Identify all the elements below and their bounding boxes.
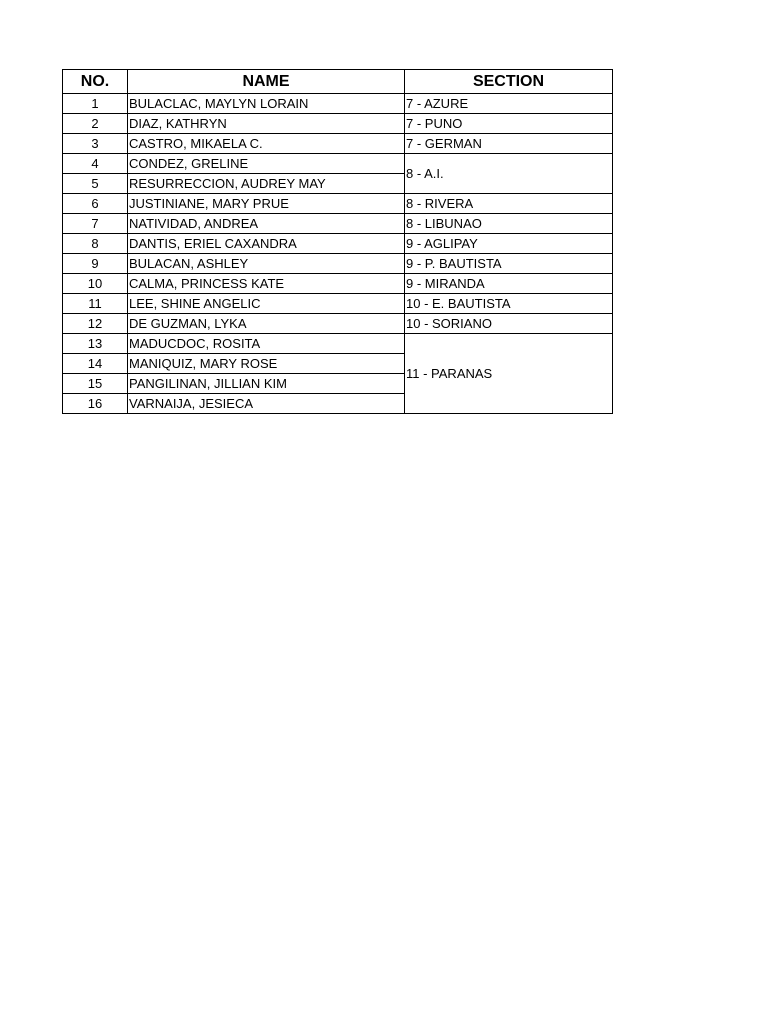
section-cell: 8 - LIBUNAO xyxy=(405,214,613,234)
table-header xyxy=(63,70,613,94)
student-name-cell: DIAZ, KATHRYN xyxy=(128,114,405,134)
row-number-cell: 11 xyxy=(63,294,128,314)
row-number-cell: 6 xyxy=(63,194,128,214)
row-number-cell: 5 xyxy=(63,174,128,194)
table-row xyxy=(63,294,613,314)
student-roster-table xyxy=(62,69,613,414)
section-cell: 10 - SORIANO xyxy=(405,314,613,334)
header-section: SECTION xyxy=(405,70,613,94)
student-name-cell: NATIVIDAD, ANDREA xyxy=(128,214,405,234)
section-cell: 9 - MIRANDA xyxy=(405,274,613,294)
table-row xyxy=(63,94,613,114)
section-cell: 8 - A.I. xyxy=(405,154,613,194)
row-number-cell: 2 xyxy=(63,114,128,134)
table-row xyxy=(63,314,613,334)
student-name-cell: CASTRO, MIKAELA C. xyxy=(128,134,405,154)
student-name-cell: MADUCDOC, ROSITA xyxy=(128,334,405,354)
header-no: NO. xyxy=(63,70,128,94)
student-name-cell: DANTIS, ERIEL CAXANDRA xyxy=(128,234,405,254)
student-name-cell: RESURRECCION, AUDREY MAY xyxy=(128,174,405,194)
section-cell: 8 - RIVERA xyxy=(405,194,613,214)
row-number-cell: 14 xyxy=(63,354,128,374)
table-row xyxy=(63,194,613,214)
row-number-cell: 8 xyxy=(63,234,128,254)
header-name: NAME xyxy=(128,70,405,94)
student-name-cell: CALMA, PRINCESS KATE xyxy=(128,274,405,294)
student-name-cell: PANGILINAN, JILLIAN KIM xyxy=(128,374,405,394)
header-row xyxy=(63,70,613,94)
student-name-cell: BULACLAC, MAYLYN LORAIN xyxy=(128,94,405,114)
row-number-cell: 10 xyxy=(63,274,128,294)
row-number-cell: 15 xyxy=(63,374,128,394)
row-number-cell: 4 xyxy=(63,154,128,174)
row-number-cell: 7 xyxy=(63,214,128,234)
section-cell: 9 - AGLIPAY xyxy=(405,234,613,254)
row-number-cell: 9 xyxy=(63,254,128,274)
section-cell: 10 - E. BAUTISTA xyxy=(405,294,613,314)
section-cell: 7 - PUNO xyxy=(405,114,613,134)
student-name-cell: LEE, SHINE ANGELIC xyxy=(128,294,405,314)
section-cell: 9 - P. BAUTISTA xyxy=(405,254,613,274)
table-row xyxy=(63,334,613,354)
table-row xyxy=(63,254,613,274)
row-number-cell: 16 xyxy=(63,394,128,414)
student-name-cell: BULACAN, ASHLEY xyxy=(128,254,405,274)
section-cell: 11 - PARANAS xyxy=(405,334,613,414)
row-number-cell: 12 xyxy=(63,314,128,334)
student-name-cell: CONDEZ, GRELINE xyxy=(128,154,405,174)
table-row xyxy=(63,154,613,174)
table-row xyxy=(63,134,613,154)
section-cell: 7 - AZURE xyxy=(405,94,613,114)
table-body xyxy=(63,94,613,414)
table-row xyxy=(63,214,613,234)
row-number-cell: 13 xyxy=(63,334,128,354)
table-row xyxy=(63,274,613,294)
student-name-cell: JUSTINIANE, MARY PRUE xyxy=(128,194,405,214)
student-name-cell: DE GUZMAN, LYKA xyxy=(128,314,405,334)
row-number-cell: 1 xyxy=(63,94,128,114)
table-row xyxy=(63,234,613,254)
table-row xyxy=(63,114,613,134)
section-cell: 7 - GERMAN xyxy=(405,134,613,154)
student-name-cell: VARNAIJA, JESIECA xyxy=(128,394,405,414)
row-number-cell: 3 xyxy=(63,134,128,154)
student-name-cell: MANIQUIZ, MARY ROSE xyxy=(128,354,405,374)
